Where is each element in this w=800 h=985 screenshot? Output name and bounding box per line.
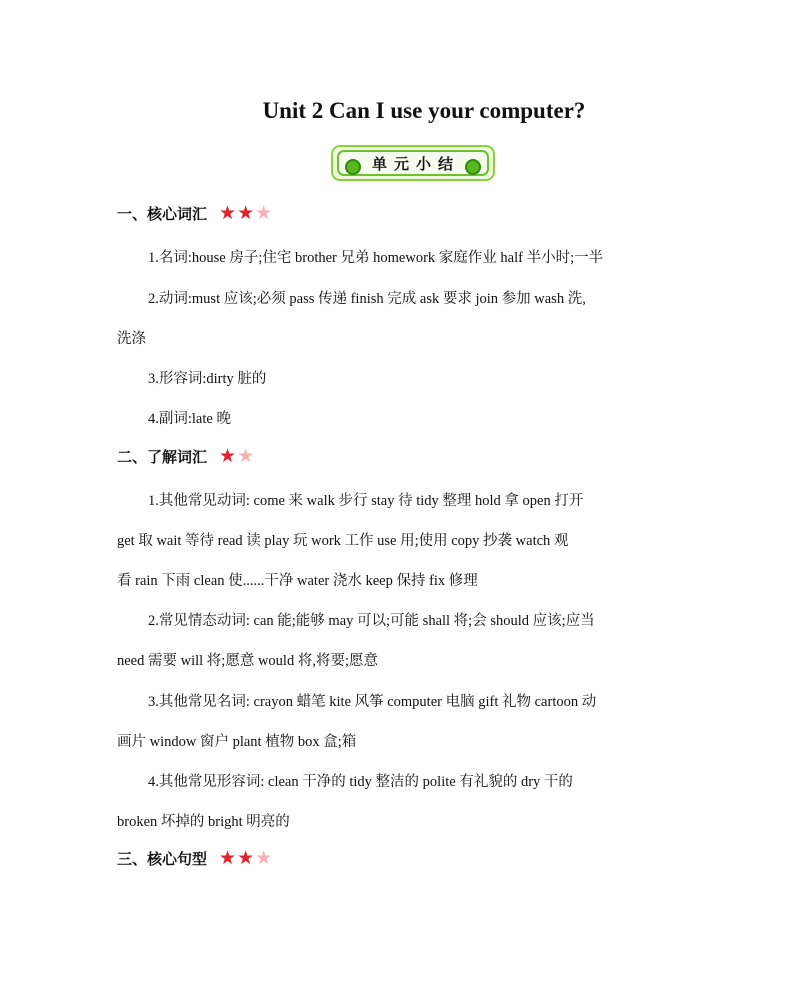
text-line: 4.其他常见形容词: clean 干净的 tidy 整洁的 polite 有礼貌的 dry 干的 bbox=[148, 774, 573, 790]
text-line: broken 坏掉的 bright 明亮的 bbox=[117, 814, 290, 830]
green-dot-icon bbox=[465, 159, 481, 175]
star-faded-icon: ★ bbox=[237, 445, 255, 467]
difficulty-stars bbox=[219, 849, 272, 868]
section-banner bbox=[331, 145, 495, 181]
text-line: 3.形容词:dirty 脏的 bbox=[148, 371, 267, 387]
text-line: 1.其他常见动词: come 来 walk 步行 stay 待 tidy 整理 hold 拿 open 打开 bbox=[148, 493, 584, 509]
text-line: 看 rain 下雨 clean 使......干净 water 浇水 keep 保持 fix 修理 bbox=[117, 573, 478, 589]
star-faded-icon: ★ bbox=[255, 202, 273, 224]
text-line: need 需要 will 将;愿意 would 将,将要;愿意 bbox=[117, 653, 378, 669]
text-line: 洗涤 bbox=[117, 331, 146, 347]
heading-text: 二、了解词汇 bbox=[117, 448, 208, 466]
green-dot-icon bbox=[345, 159, 361, 175]
section-heading-know-vocab bbox=[117, 446, 254, 467]
star-faded-icon: ★ bbox=[255, 847, 273, 869]
text-line: 画片 window 窗户 plant 植物 box 盒;箱 bbox=[117, 734, 357, 750]
star-icon: ★ bbox=[237, 847, 255, 869]
text-line: 2.常见情态动词: can 能;能够 may 可以;可能 shall 将;会 should 应该;应当 bbox=[148, 613, 595, 629]
star-icon: ★ bbox=[219, 847, 237, 869]
text-line: 4.副词:late 晚 bbox=[148, 411, 231, 427]
text-line: 1.名词:house 房子;住宅 brother 兄弟 homework 家庭作业 half 半小时;一半 bbox=[148, 250, 604, 266]
heading-text: 三、核心句型 bbox=[117, 850, 208, 868]
text-line: 3.其他常见名词: crayon 蜡笔 kite 风筝 computer 电脑 gift 礼物 cartoon 动 bbox=[148, 694, 597, 710]
text-line: get 取 wait 等待 read 读 play 玩 work 工作 use 用;使用 copy 抄袭 watch 观 bbox=[117, 533, 569, 549]
section-heading-core-sentences bbox=[117, 848, 272, 869]
page-title: Unit 2 Can I use your computer? bbox=[262, 98, 586, 123]
star-icon: ★ bbox=[219, 445, 237, 467]
difficulty-stars bbox=[219, 447, 254, 466]
section-heading-core-vocab bbox=[117, 203, 272, 224]
star-icon: ★ bbox=[237, 202, 255, 224]
star-icon: ★ bbox=[219, 202, 237, 224]
banner-label: 单元小结 bbox=[371, 154, 460, 173]
heading-text: 一、核心词汇 bbox=[117, 205, 208, 223]
text-line: 2.动词:must 应该;必须 pass 传递 finish 完成 ask 要求 join 参加 wash 洗, bbox=[148, 291, 586, 307]
difficulty-stars bbox=[219, 204, 272, 223]
